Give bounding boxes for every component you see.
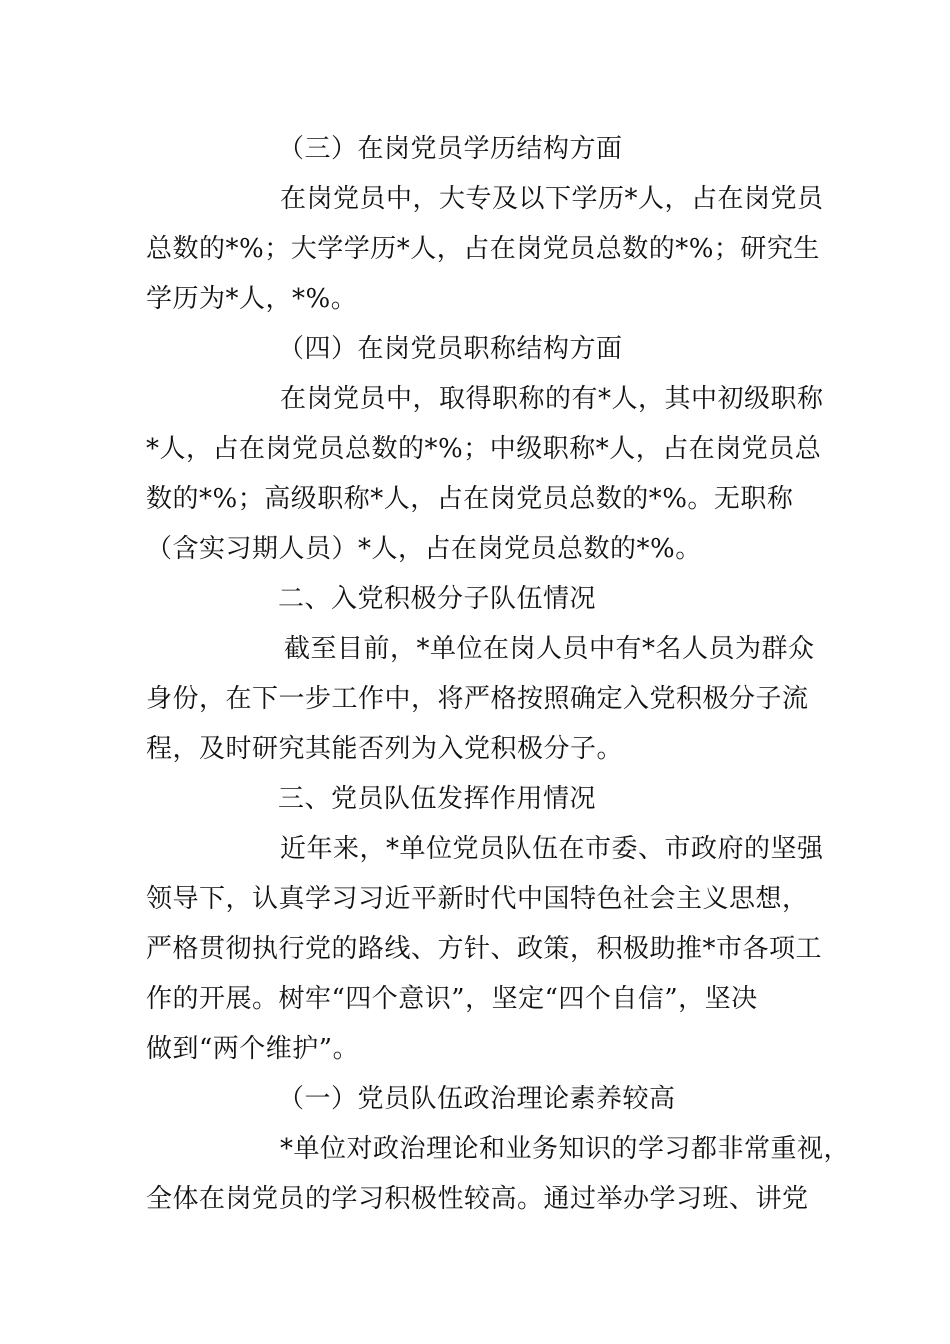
paragraph-line: 近年来，*单位党员队伍在市委、市政府的坚强 [280, 834, 824, 864]
paragraph-line: 截至目前，*单位在岗人员中有*名人员为群众 [284, 634, 815, 664]
paragraph-line: 领导下，认真学习习近平新时代中国特色社会主义思想， [146, 884, 809, 914]
paragraph-line: 程，及时研究其能否列为入党积极分子。 [146, 734, 624, 764]
paragraph-line: 数的*%；高级职称*人，占在岗党员总数的*%。无职称 [146, 484, 794, 514]
paragraph-line: 学历为*人，*%。 [146, 284, 358, 314]
section-heading-title: （四）在岗党员职称结构方面 [278, 334, 623, 364]
paragraph-line: *单位对政治理论和业务知识的学习都非常重视， [280, 1134, 851, 1164]
paragraph-line: 在岗党员中，大专及以下学历*人，占在岗党员 [280, 184, 824, 214]
paragraph-line: 做到“两个维护”。 [146, 1034, 360, 1064]
paragraph-line: 作的开展。树牢“四个意识”，坚定“四个自信”，坚决 [146, 984, 758, 1014]
paragraph-line: 严格贯彻执行党的路线、方针、政策，积极助推*市各项工 [146, 934, 823, 964]
section-heading-role: 三、党员队伍发挥作用情况 [278, 784, 597, 814]
section-heading-political-theory: （一）党员队伍政治理论素养较高 [278, 1084, 676, 1114]
paragraph-line: 身份，在下一步工作中，将严格按照确定入党积极分子流 [146, 684, 809, 714]
paragraph-line: 全体在岗党员的学习积极性较高。通过举办学习班、讲党 [146, 1184, 809, 1214]
paragraph-line: *人，占在岗党员总数的*%；中级职称*人，占在岗党员总 [146, 434, 822, 464]
paragraph-line: 总数的*%；大学学历*人，占在岗党员总数的*%；研究生 [146, 234, 820, 264]
section-heading-education: （三）在岗党员学历结构方面 [278, 134, 623, 164]
section-heading-activists: 二、入党积极分子队伍情况 [278, 584, 597, 614]
paragraph-line: （含实习期人员）*人，占在岗党员总数的*%。 [146, 534, 702, 564]
paragraph-line: 在岗党员中，取得职称的有*人，其中初级职称 [280, 384, 824, 414]
